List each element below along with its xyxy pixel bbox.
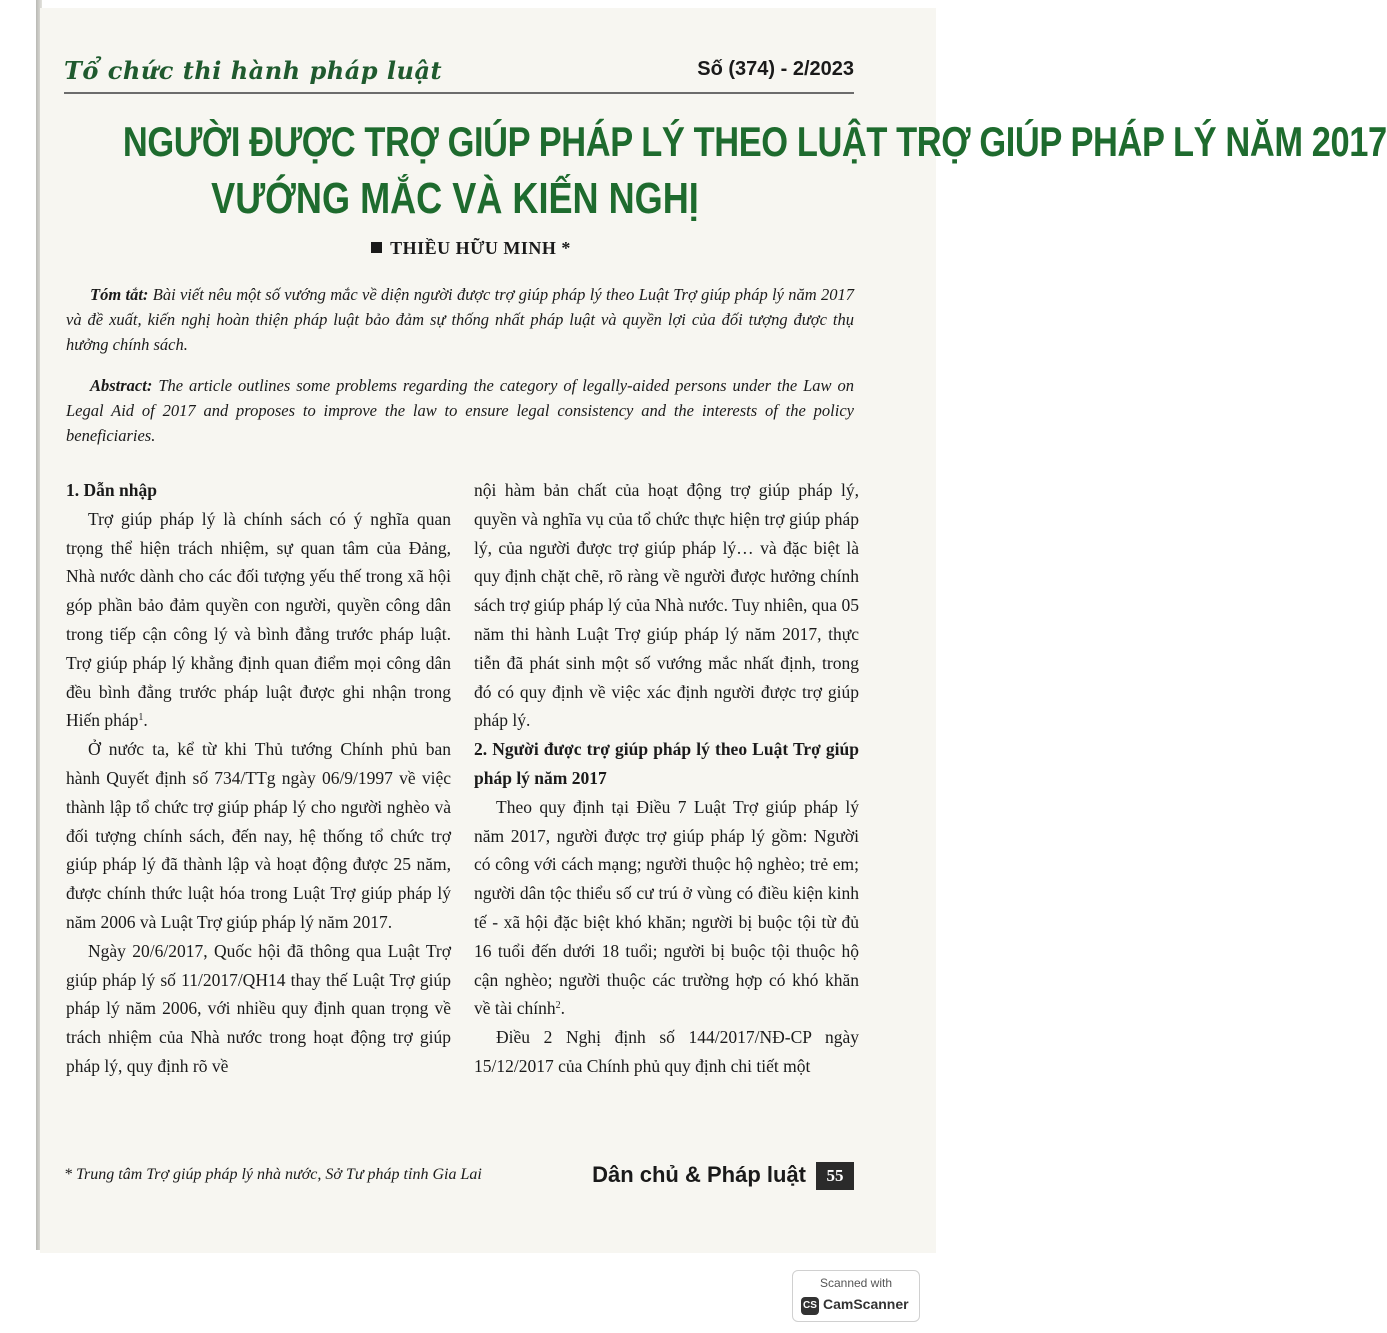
- section-name: Tổ chức thi hành pháp luật: [64, 56, 443, 85]
- abstract-english: [66, 373, 854, 448]
- paragraph: Ở nước ta, kể từ khi Thủ tướng Chính phủ ban hành Quyết định số 734/TTg ngày 06/9/1997 về việc thành lập tổ chức trợ giúp pháp lý cho người nghèo và đối tượng chính sách, đến nay, hệ thống tổ chức trợ giúp pháp lý đã thành lập và hoạt động được 25 năm, được chính thức luật hóa trong Luật Trợ giúp pháp lý năm 2006 và Luật Trợ giúp pháp lý năm 2017.: [66, 739, 451, 932]
- journal-name: Dân chủ & Pháp luật: [592, 1162, 806, 1187]
- camscanner-logo-icon: CS: [801, 1297, 819, 1315]
- author-footnote: * Trung tâm Trợ giúp pháp lý nhà nước, Sở Tư pháp tỉnh Gia Lai: [64, 1166, 482, 1183]
- paragraph: [66, 505, 451, 735]
- abstract-vi-text: Bài viết nêu một số vướng mắc về diện người được trợ giúp pháp lý theo Luật Trợ giúp pháp lý năm 2017 và đề xuất, kiến nghị hoàn thiện pháp luật bảo đảm sự thống nhất pháp luật và quyền lợi của đối tượng được thụ hưởng chính sách.: [66, 285, 855, 354]
- paragraph: [474, 793, 859, 1023]
- footnote-ref: 1: [138, 712, 144, 724]
- author-line: [0, 238, 942, 259]
- paragraph-text: Trợ giúp pháp lý là chính sách có ý nghĩa quan trọng thể hiện trách nhiệm, sự quan tâm của Đảng, Nhà nước dành cho các đối tượng yếu thế trong xã hội góp phần bảo đảm quyền con người, quyền công dân trong tiếp cận công lý và bình đẳng trước pháp luật. Trợ giúp pháp lý khẳng định quan điểm mọi công dân đều bình đẳng trước pháp luật được ghi nhận trong Hiến pháp: [66, 508, 451, 731]
- issue-number: Số (374) - 2/2023: [697, 58, 854, 80]
- abstract-en-text: The article outlines some problems regarding the category of legally-aided persons under the Law on Legal Aid of 2017 and proposes to improve the law to ensure legal consistency and the interests of the policy beneficiaries.: [66, 376, 855, 445]
- abstract-vietnamese: [66, 282, 854, 357]
- title-line-2: VƯỚNG MẮC VÀ KIẾN NGHỊ: [211, 174, 699, 224]
- author-name: THIỀU HỮU MINH *: [390, 238, 571, 258]
- paragraph: Ngày 20/6/2017, Quốc hội đã thông qua Luật Trợ giúp pháp lý số 11/2017/QH14 thay thế Luật Trợ giúp pháp lý năm 2006, với nhiều quy định quan trọng về trách nhiệm của Nhà nước trong hoạt động trợ giúp pháp lý, quy định rõ về: [66, 940, 451, 1076]
- header-divider: [64, 92, 854, 94]
- page-number: 55: [816, 1162, 854, 1190]
- right-column: [474, 476, 859, 1081]
- paragraph: Điều 2 Nghị định số 144/2017/NĐ-CP ngày 15/12/2017 của Chính phủ quy định chi tiết một: [474, 1027, 859, 1076]
- left-column: [66, 476, 451, 1081]
- page-footer: [64, 1160, 854, 1196]
- heading-section-2: 2. Người được trợ giúp pháp lý theo Luật Trợ giúp pháp lý năm 2017: [474, 739, 859, 788]
- camscanner-watermark: [792, 1270, 920, 1322]
- footnote-ref: 2: [555, 1000, 561, 1012]
- scanned-with-label: Scanned with: [819, 1276, 893, 1290]
- camscanner-brand: CamScanner: [823, 1296, 909, 1312]
- author-bullet-icon: [371, 242, 382, 253]
- abstract-vi-label: Tóm tắt:: [90, 285, 149, 304]
- paragraph-text: Theo quy định tại Điều 7 Luật Trợ giúp pháp lý năm 2017, người được trợ giúp pháp lý gồm: Người có công với cách mạng; người thuộc hộ nghèo; trẻ em; người dân tộc thiểu số cư trú ở vùng có điều kiện kinh tế - xã hội đặc biệt khó khăn; người bị buộc tội từ đủ 16 tuổi đến dưới 18 tuổi; người bị buộc tội thuộc hộ cận nghèo; người thuộc các trường hợp có khó khăn về tài chính: [474, 796, 859, 1019]
- paragraph-continued: nội hàm bản chất của hoạt động trợ giúp pháp lý, quyền và nghĩa vụ của tổ chức thực hiện trợ giúp pháp lý, của người được trợ giúp pháp lý… và đặc biệt là quy định chặt chẽ, rõ ràng về người được hưởng chính sách trợ giúp pháp lý của Nhà nước. Tuy nhiên, qua 05 năm thi hành Luật Trợ giúp pháp lý năm 2017, thực tiễn đã phát sinh một số vướng mắc nhất định, trong đó có quy định về việc xác định người được trợ giúp pháp lý.: [474, 480, 859, 731]
- title-line-1: NGƯỜI ĐƯỢC TRỢ GIÚP PHÁP LÝ THEO LUẬT TRỢ GIÚP PHÁP LÝ NĂM 2017: [122, 118, 1387, 165]
- paragraph-end: .: [143, 710, 148, 731]
- running-header: [64, 52, 854, 92]
- paragraph-end: .: [560, 998, 566, 1019]
- heading-introduction: 1. Dẫn nhập: [66, 480, 157, 500]
- article-title: [122, 118, 1387, 224]
- abstract-en-label: Abstract:: [90, 376, 153, 395]
